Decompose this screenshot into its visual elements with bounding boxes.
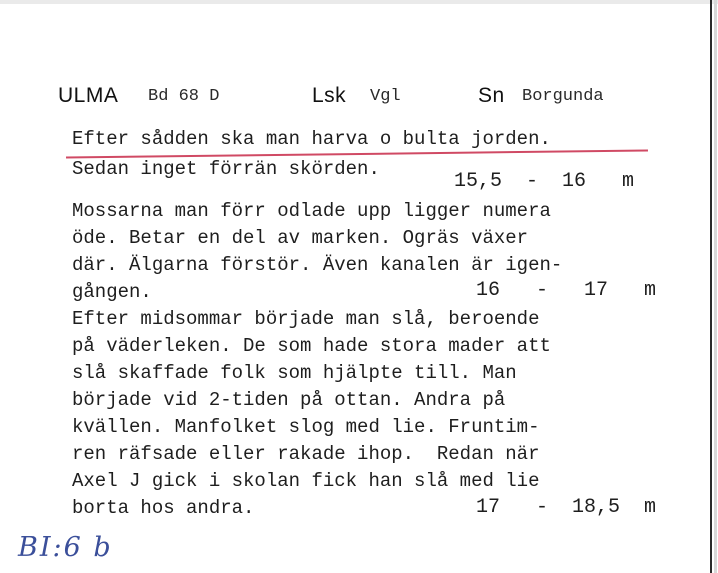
- lsk-value: Vgl: [370, 87, 401, 106]
- depth-range-2: 16 - 17 m: [476, 279, 657, 302]
- text-line-6: gången.: [72, 281, 152, 303]
- text-line-4: öde. Betar en del av marken. Ogräs växer: [72, 227, 529, 249]
- depth-range-1: 15,5 - 16 m: [454, 170, 635, 193]
- text-line-8: på väderleken. De som hade stora mader att: [72, 335, 551, 357]
- text-line-7: Efter midsommar började man slå, beroende: [72, 308, 540, 330]
- handwritten-archive-code: BI:6 b: [18, 532, 113, 563]
- text-line-1: Efter sådden ska man harva o bulta jorden.: [72, 128, 551, 150]
- text-line-5: där. Älgarna förstör. Även kanalen är igen-: [72, 254, 563, 276]
- text-line-9: slå skaffade folk som hjälpte till. Man: [72, 362, 517, 384]
- text-line-10: började vid 2-tiden på ottan. Andra på: [72, 389, 506, 411]
- text-line-2: Sedan inget förrän skörden.: [72, 158, 380, 180]
- depth-range-3: 17 - 18,5 m: [476, 496, 657, 519]
- text-line-14: borta hos andra.: [72, 497, 255, 519]
- text-line-12: ren räfsade eller rakade ihop. Redan när: [72, 443, 540, 465]
- text-line-13: Axel J gick i skolan fick han slå med lie: [72, 470, 540, 492]
- text-line-11: kvällen. Manfolket slog med lie. Fruntim-: [72, 416, 540, 438]
- text-line-3: Mossarna man förr odlade upp ligger numera: [72, 200, 551, 222]
- sn-value: Borgunda: [522, 87, 604, 106]
- ulma-value: Bd 68 D: [148, 87, 220, 106]
- card-top-edge: [0, 0, 718, 4]
- sn-label: Sn: [478, 84, 505, 107]
- lsk-label: Lsk: [312, 84, 347, 107]
- card-header: [0, 84, 718, 118]
- ulma-label: ULMA: [58, 84, 119, 107]
